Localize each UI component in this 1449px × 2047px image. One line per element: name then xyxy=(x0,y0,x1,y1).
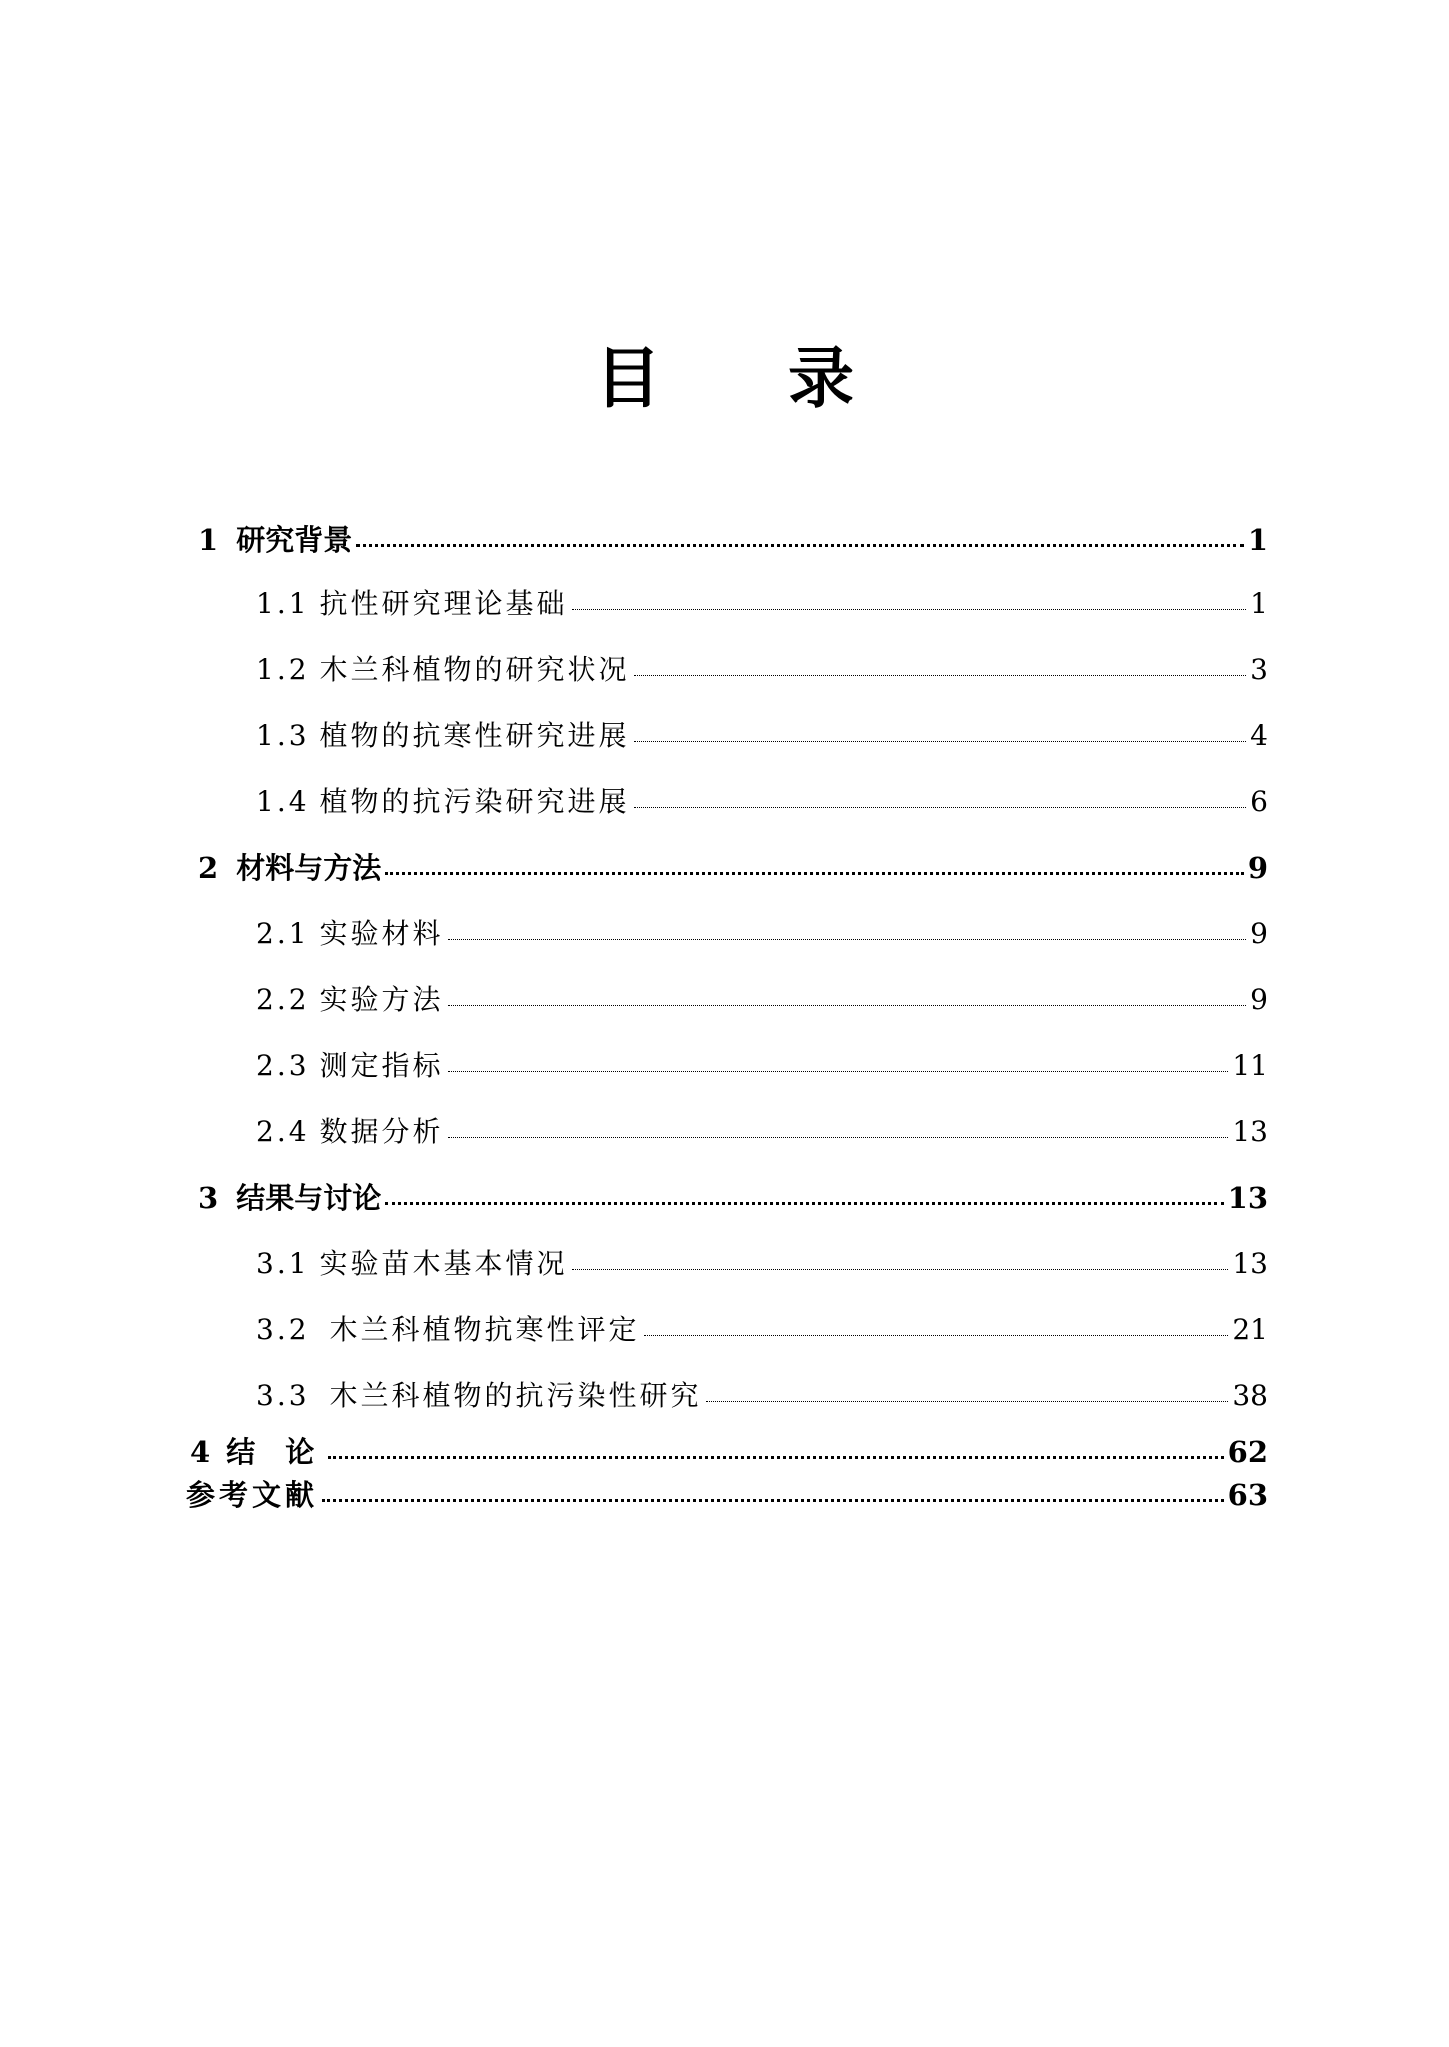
toc-entry-3-2[interactable] xyxy=(256,1308,1268,1348)
toc-entry-3[interactable] xyxy=(198,1176,1268,1217)
toc-entry-page: 6 xyxy=(1250,785,1268,818)
toc-entry-title: 测定指标 xyxy=(319,1049,444,1082)
toc-entry-page: 21 xyxy=(1232,1313,1268,1346)
dot-leader xyxy=(328,1433,1223,1462)
toc-entry-title: 抗性研究理论基础 xyxy=(319,587,568,620)
toc-entry-number: 3.1 xyxy=(256,1247,310,1280)
toc-entry-page: 1 xyxy=(1247,523,1268,557)
toc-entry-number: 3 xyxy=(198,1181,219,1215)
toc-entry-title: 参考文献 xyxy=(186,1478,319,1512)
toc-entry-page: 9 xyxy=(1250,983,1268,1016)
toc-entry-title: 研究背景 xyxy=(236,523,353,557)
toc-entry-page: 3 xyxy=(1250,653,1268,686)
dot-leader xyxy=(448,1113,1229,1141)
dot-leader xyxy=(634,717,1247,745)
toc-entry-number: 1.2 xyxy=(256,653,310,686)
dot-leader xyxy=(634,651,1247,679)
toc-entry-2-4[interactable] xyxy=(256,1110,1268,1150)
toc-entry-page: 9 xyxy=(1247,851,1268,885)
toc-entry-number: 2.3 xyxy=(256,1049,310,1082)
dot-leader xyxy=(572,1245,1229,1273)
toc-entry-page: 9 xyxy=(1250,917,1268,950)
toc-entry-3-3[interactable] xyxy=(256,1374,1268,1414)
toc-entry-2-2[interactable] xyxy=(256,978,1268,1018)
toc-entry-2-1[interactable] xyxy=(256,912,1268,952)
toc-entry-number: 1 xyxy=(198,523,219,557)
toc-entry-number: 1.3 xyxy=(256,719,310,752)
toc-entry-2-3[interactable] xyxy=(256,1044,1268,1084)
dot-leader xyxy=(322,1476,1224,1505)
dot-leader xyxy=(448,915,1247,943)
toc-entry-1-3[interactable] xyxy=(256,714,1268,754)
toc-entry-number: 1.4 xyxy=(256,785,310,818)
toc-entry-references[interactable] xyxy=(186,1473,1268,1514)
dot-leader xyxy=(634,783,1247,811)
toc-entry-page: 13 xyxy=(1227,1181,1268,1215)
dot-leader xyxy=(572,585,1247,613)
toc-entry-title: 材料与方法 xyxy=(236,851,382,885)
toc-entry-title: 木兰科植物的研究状况 xyxy=(319,653,630,686)
toc-entry-1-2[interactable] xyxy=(256,648,1268,688)
dot-leader xyxy=(448,981,1247,1009)
dot-leader xyxy=(385,1179,1223,1208)
toc-entry-title: 数据分析 xyxy=(319,1115,444,1148)
dot-leader xyxy=(385,849,1244,878)
dot-leader xyxy=(644,1311,1229,1339)
toc-entry-title: 结 论 xyxy=(226,1435,325,1469)
toc-entry-title: 植物的抗寒性研究进展 xyxy=(319,719,630,752)
toc-entry-page: 63 xyxy=(1227,1478,1268,1512)
toc-entry-number: 3.3 xyxy=(256,1379,310,1412)
toc-entry-2[interactable] xyxy=(198,846,1268,887)
toc-entry-number: 2.1 xyxy=(256,917,310,950)
toc-entry-number: 2 xyxy=(198,851,219,885)
toc-entry-title: 实验材料 xyxy=(319,917,444,950)
toc-entry-title: 实验方法 xyxy=(319,983,444,1016)
toc-entry-title: 木兰科植物抗寒性评定 xyxy=(329,1313,640,1346)
toc-entry-page: 13 xyxy=(1232,1115,1268,1148)
toc-entry-number: 3.2 xyxy=(256,1313,310,1346)
page-title: 目 录 xyxy=(595,339,906,417)
toc-entry-1-1[interactable] xyxy=(256,582,1268,622)
toc-entry-title: 植物的抗污染研究进展 xyxy=(319,785,630,818)
dot-leader xyxy=(448,1047,1229,1075)
toc-entry-1-4[interactable] xyxy=(256,780,1268,820)
dot-leader xyxy=(356,521,1244,550)
toc-entry-page: 1 xyxy=(1250,587,1268,620)
toc-entry-page: 13 xyxy=(1232,1247,1268,1280)
toc-entry-1[interactable] xyxy=(198,518,1268,559)
toc-entry-page: 62 xyxy=(1227,1435,1268,1469)
toc-entry-title: 结果与讨论 xyxy=(236,1181,382,1215)
toc-entry-3-1[interactable] xyxy=(256,1242,1268,1282)
toc-entry-page: 38 xyxy=(1232,1379,1268,1412)
toc-entry-title: 实验苗木基本情况 xyxy=(319,1247,568,1280)
toc-entry-number: 2.2 xyxy=(256,983,310,1016)
toc-entry-4[interactable] xyxy=(190,1430,1268,1471)
toc-entry-number: 2.4 xyxy=(256,1115,310,1148)
toc-entry-title: 木兰科植物的抗污染性研究 xyxy=(329,1379,702,1412)
toc-entry-number: 4 xyxy=(190,1435,211,1469)
toc-entry-number: 1.1 xyxy=(256,587,310,620)
toc-entry-page: 4 xyxy=(1250,719,1268,752)
toc-entry-page: 11 xyxy=(1232,1049,1268,1082)
dot-leader xyxy=(706,1377,1229,1405)
